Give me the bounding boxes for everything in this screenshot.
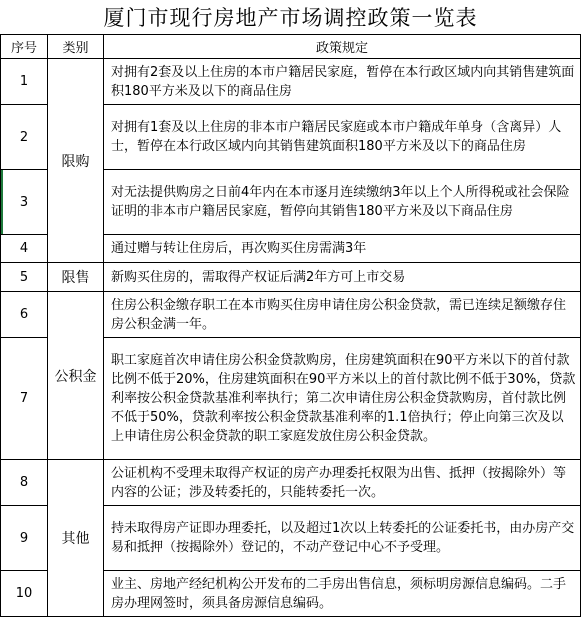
row-number: 4: [1, 235, 48, 263]
policy-text: 业主、房地产经纪机构公开发布的二手房出售信息，须标明房源信息编码。二手房办理网签时，须具备房源信息编码。: [104, 571, 581, 617]
table-row: [1, 460, 581, 506]
policy-text: 公证机构不受理未取得产权证的房产办理委托权限为出售、抵押（按揭除外）等内容的公证；涉及转委托的，只能转委托一次。: [104, 460, 581, 506]
category-gongjijin: 公积金: [48, 292, 104, 460]
category-xiangou: 限购: [48, 59, 104, 263]
policy-text: 通过赠与转让住房后，再次购买住房需满3年: [104, 235, 581, 263]
row-number: 6: [1, 292, 48, 338]
header-category: 类别: [48, 35, 104, 59]
row-number: 1: [1, 59, 48, 105]
policy-text: 对无法提供购房之日前4年内在本市逐月连续缴纳3年以上个人所得税或社会保险证明的非本市户籍居民家庭，暂停向其销售180平方米及以下商品住房: [104, 170, 581, 235]
header-no: 序号: [1, 35, 48, 59]
header-policy: 政策规定: [104, 35, 581, 59]
policy-text: 持未取得房产证即办理委托，以及超过1次以上转委托的公证委托书，由办房产交易和抵押（按揭除外）登记的，不动产登记中心不予受理。: [104, 506, 581, 571]
table-row: [1, 263, 581, 292]
row-number: 10: [1, 571, 48, 617]
row-number: 2: [1, 105, 48, 170]
policy-text: 对拥有2套及以上住房的本市户籍居民家庭，暂停在本行政区域内向其销售建筑面积180平方米及以下的商品住房: [104, 59, 581, 105]
policy-text: 职工家庭首次申请住房公积金贷款购房，住房建筑面积在90平方米以下的首付款比例不低于20%，住房建筑面积在90平方米以上的首付款比例不低于30%，贷款利率按公积金贷款基准利率执行；第二次申请住房公积金贷款购房，首付款比例不低于50%，贷款利率按公积金贷款基准利率的1.1倍执行；停止向第三次及以上申请住房公积金贷款的职工家庭发放住房公积金贷款。: [104, 338, 581, 460]
table-row: [1, 292, 581, 338]
category-xianshou: 限售: [48, 263, 104, 292]
row-number: 5: [1, 263, 48, 292]
policy-text: 新购买住房的，需取得产权证后满2年方可上市交易: [104, 263, 581, 292]
row-number: 8: [1, 460, 48, 506]
policy-text: 住房公积金缴存职工在本市购买住房申请住房公积金贷款，需已连续足额缴存住房公积金满一年。: [104, 292, 581, 338]
table-row: [1, 59, 581, 105]
row-number: 3: [1, 170, 48, 235]
row-number: 7: [1, 338, 48, 460]
row-number: 9: [1, 506, 48, 571]
policy-text: 对拥有1套及以上住房的非本市户籍居民家庭或本市户籍成年单身（含离异）人士，暂停在本行政区域内向其销售建筑面积180平方米及以下的商品住房: [104, 105, 581, 170]
policy-table: [0, 34, 581, 617]
category-qita: 其他: [48, 460, 104, 617]
sheet-title: 厦门市现行房地产市场调控政策一览表: [103, 6, 478, 30]
header-row: [1, 35, 581, 59]
